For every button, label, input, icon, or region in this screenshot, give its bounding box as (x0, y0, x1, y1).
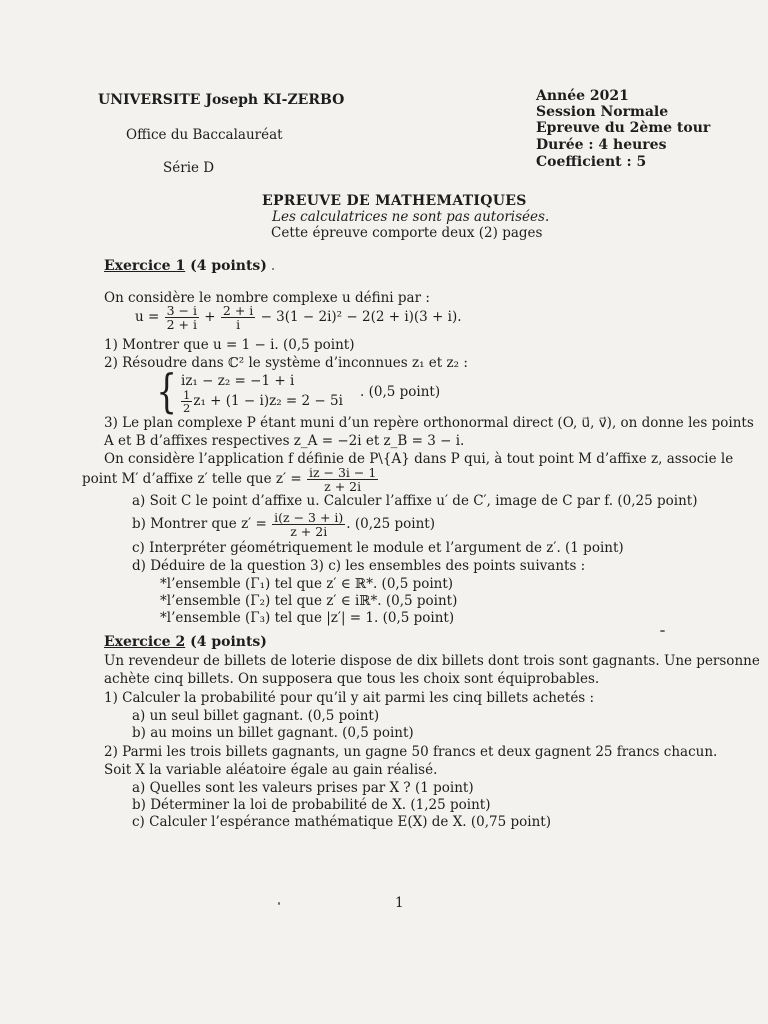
zprime-denominator: z + 2i (324, 479, 362, 494)
page-count-notice: Cette épreuve comporte deux (2) pages (271, 225, 543, 241)
ex2-q1: 1) Calculer la probabilité pour qu’il y ait parmi les cinq billets achetés : (104, 690, 595, 706)
ex1-q3-line3: On considère l’application f définie de P\{A} dans P qui, à tout point M d’affixe z, associe le (104, 451, 734, 467)
exam-session: Session Normale (536, 104, 669, 120)
system-equation-2 (180, 389, 343, 414)
ex1-q3-line1: 3) Le plan complexe P étant muni d’un repère orthonormal direct (O, u⃗, v⃗), on donne les points (104, 415, 754, 431)
fraction-2 (221, 304, 255, 331)
scan-speck (272, 268, 274, 270)
plus-sign: + (204, 309, 216, 325)
ex1-intro: On considère le nombre complexe u défini par : (104, 290, 430, 306)
ex1-q3b (132, 511, 435, 538)
half-denominator: 2 (183, 401, 191, 415)
page-number: 1 (395, 895, 404, 911)
gamma-3: *l’ensemble (Γ₃) tel que |z′| = 1. (0,5 point) (160, 610, 455, 626)
exercise-1-heading (104, 258, 267, 274)
q3b-suffix: . (0,25 point) (346, 516, 435, 532)
system-equation-1: iz₁ − z₂ = −1 + i (181, 373, 295, 389)
exercise-2-heading (104, 634, 267, 650)
exam-year: Année 2021 (536, 88, 629, 104)
q3b-fraction (272, 511, 345, 538)
zprime-numerator: iz − 3i − 1 (308, 465, 377, 480)
ex1-q3c: c) Interpréter géométriquement le module et l’argument de z′. (1 point) (132, 540, 624, 556)
exam-tour: Epreuve du 2ème tour (536, 120, 711, 136)
zprime-fraction (307, 466, 378, 493)
q3b-denominator: z + 2i (290, 524, 328, 539)
system-equation-2-tail: z₁ + (1 − i)z₂ = 2 − 5i (193, 393, 343, 409)
ex1-q2: 2) Résoudre dans ℂ² le système d’inconnues z₁ et z₂ : (104, 355, 468, 371)
serie-label: Série D (163, 160, 215, 176)
gamma-2: *l’ensemble (Γ₂) tel que z′ ∈ iℝ*. (0,5 point) (160, 593, 458, 609)
system-points: . (0,5 point) (360, 384, 441, 400)
fraction-1-denominator: 2 + i (166, 317, 197, 332)
u-equals: u = (135, 309, 160, 325)
zprime-intro: point M′ d’affixe z′ telle que z′ = (82, 471, 302, 487)
exercise-1-label: Exercice 1 (104, 258, 186, 274)
ex1-q3a: a) Soit C le point d’affixe u. Calculer l’affixe u′ de C′, image de C par f. (0,25 point) (132, 493, 698, 509)
fraction-2-numerator: 2 + i (222, 303, 254, 318)
half-fraction (181, 389, 192, 414)
exercise-2-points: (4 points) (185, 634, 267, 650)
fraction-1-numerator: 3 − i (166, 303, 197, 318)
ex1-q1: 1) Montrer que u = 1 − i. (0,5 point) (104, 337, 355, 353)
fraction-1 (165, 304, 199, 331)
ex2-q2: 2) Parmi les trois billets gagnants, un gagne 50 francs et deux gagnent 25 francs chacun. (104, 744, 718, 760)
fraction-2-denominator: i (236, 317, 241, 332)
calculator-notice: Les calculatrices ne sont pas autorisées. (272, 209, 550, 225)
ex2-q2b: b) Déterminer la loi de probabilité de X. (1,25 point) (132, 797, 491, 813)
ex1-q3-line4 (82, 466, 379, 493)
q3b-numerator: i(z − 3 + i) (274, 510, 344, 525)
u-expression-tail: − 3(1 − 2i)² − 2(2 + i)(3 + i). (260, 309, 462, 325)
ex2-para-1: Un revendeur de billets de loterie dispose de dix billets dont trois sont gagnants. Une personne (104, 653, 760, 669)
ex2-para-2: achète cinq billets. On supposera que tous les choix sont équiprobables. (104, 671, 600, 687)
ex2-q2c: c) Calculer l’espérance mathématique E(X) de X. (0,75 point) (132, 814, 551, 830)
university-name: UNIVERSITE Joseph KI-ZERBO (98, 92, 345, 108)
exercise-1-points: (4 points) (185, 258, 267, 274)
ex1-q3d: d) Déduire de la question 3) c) les ensembles des points suivants : (132, 558, 586, 574)
ex2-q1a: a) un seul billet gagnant. (0,5 point) (132, 708, 380, 724)
office-name: Office du Baccalauréat (126, 127, 283, 143)
scan-speck (660, 630, 665, 632)
ex2-q2a: a) Quelles sont les valeurs prises par X ? (1 point) (132, 780, 474, 796)
ex1-q3-line2: A et B d’affixes respectives z_A = −2i et z_B = 3 − i. (104, 433, 465, 449)
system-brace-icon: { (156, 364, 177, 418)
ex1-u-definition (135, 304, 462, 331)
exam-duration: Durée : 4 heures (536, 137, 667, 153)
exam-coefficient: Coefficient : 5 (536, 154, 647, 170)
ex2-q2-statement: Soit X la variable aléatoire égale au gain réalisé. (104, 762, 438, 778)
exam-title: EPREUVE DE MATHEMATIQUES (262, 193, 527, 209)
half-numerator: 1 (183, 388, 191, 402)
scan-speck (278, 902, 280, 905)
q3b-prefix: b) Montrer que z′ = (132, 516, 267, 532)
ex2-q1b: b) au moins un billet gagnant. (0,5 point) (132, 725, 414, 741)
exercise-2-label: Exercice 2 (104, 634, 186, 650)
gamma-1: *l’ensemble (Γ₁) tel que z′ ∈ ℝ*. (0,5 point) (160, 576, 454, 592)
